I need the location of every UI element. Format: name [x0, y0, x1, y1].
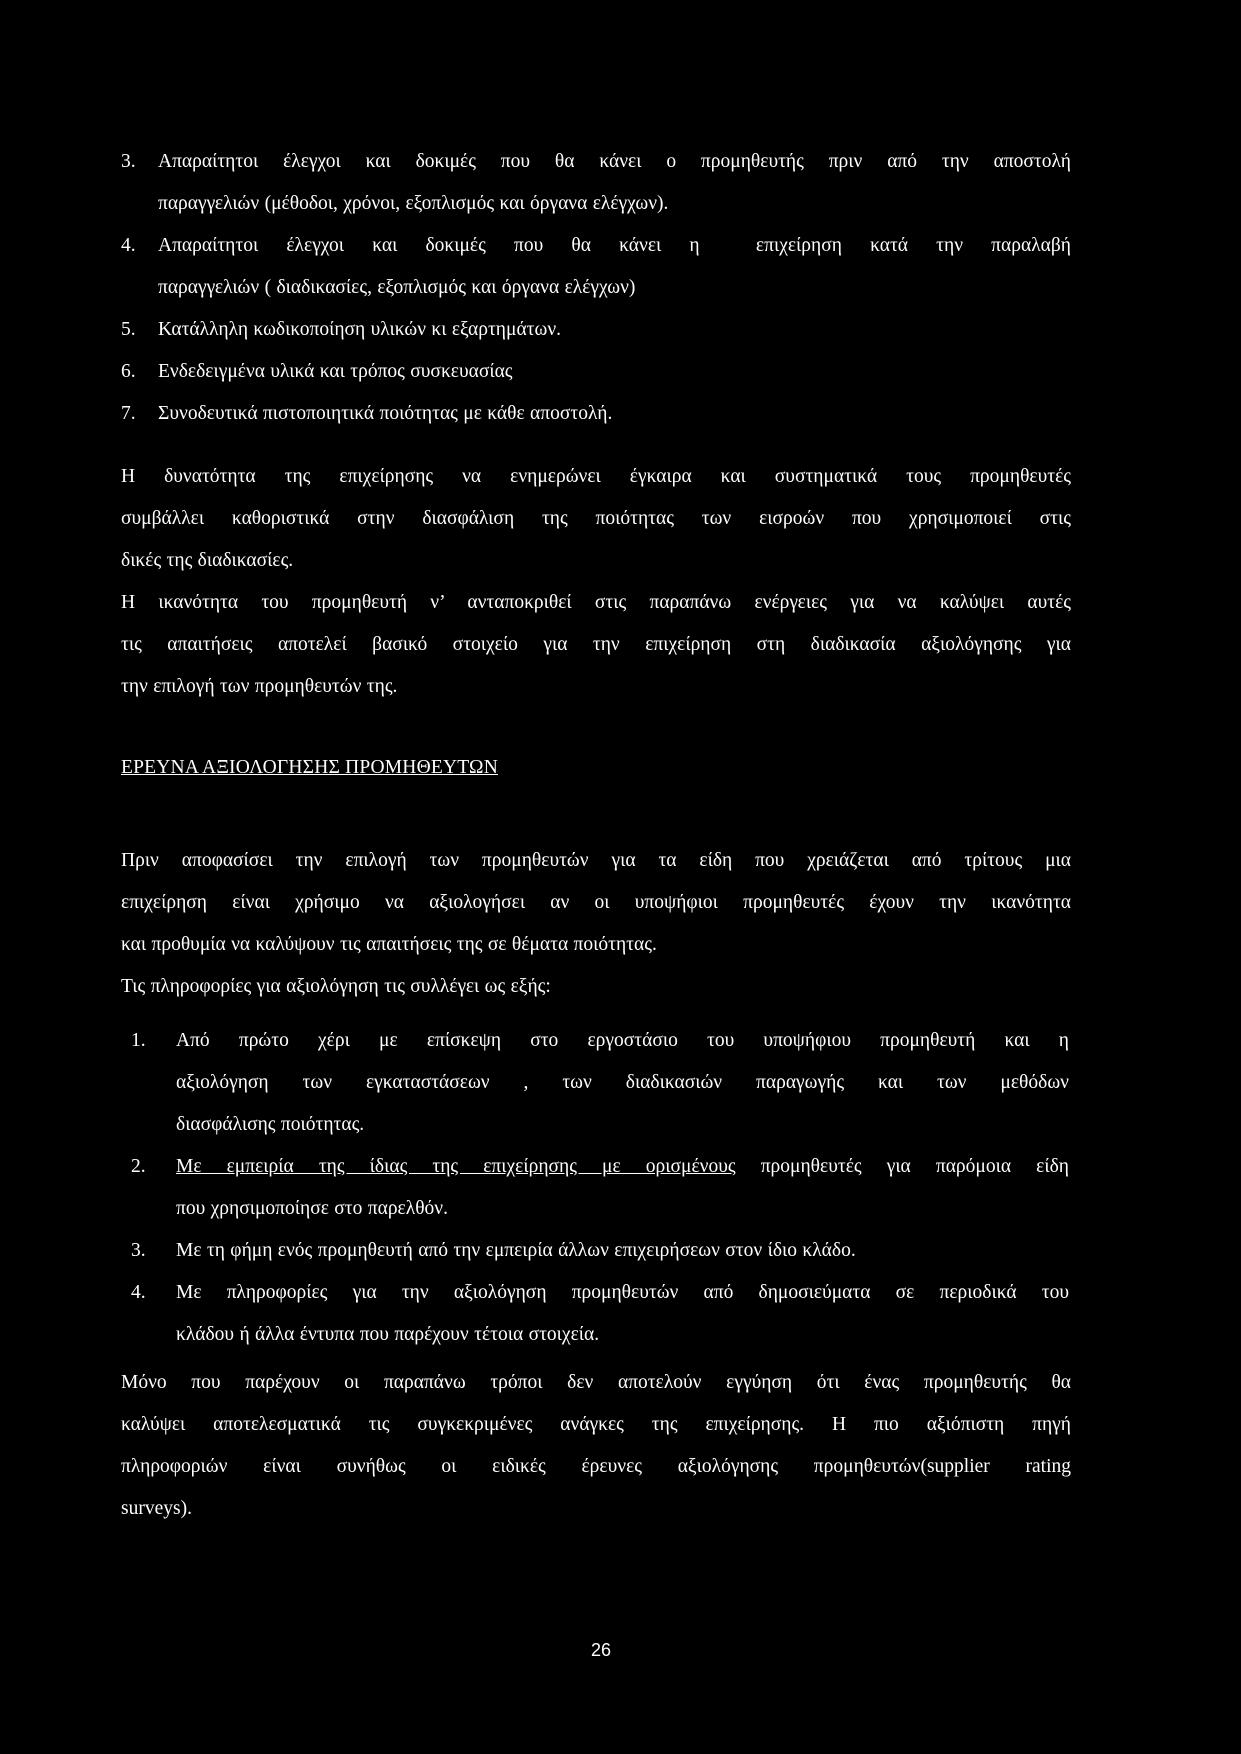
list-item — [121, 141, 1071, 225]
list-item-number: 4. — [131, 1282, 146, 1303]
list-item-number: 1. — [131, 1030, 146, 1051]
list-item-text — [176, 1272, 1069, 1356]
paragraph-line: τις απαιτήσεις αποτελεί βασικό στοιχείο για την επιχείρηση στη διαδικασία αξιολόγησης για — [121, 634, 1071, 655]
list-item-line: Απαραίτητοι έλεγχοι και δοκιμές που θα κάνει ο προμηθευτής πριν από την αποστολή — [158, 151, 1071, 172]
paragraph-communication — [121, 456, 1071, 582]
list-item — [131, 1272, 1069, 1356]
paragraph-line: καλύψει αποτελεσματικά τις συγκεκριμένες ανάγκες της επιχείρησης. Η πιο αξιόπιστη πηγή — [121, 1414, 1071, 1435]
paragraph-line: και προθυμία να καλύψουν τις απαιτήσεις της σε θέματα ποιότητας. — [121, 934, 657, 955]
list-item-text — [158, 141, 1071, 225]
list-item-line: αξιολόγηση των εγκαταστάσεων , των διαδικασιών παραγωγής και των μεθόδων — [176, 1072, 1069, 1093]
list-item — [131, 1146, 1069, 1230]
list-item-text — [158, 393, 1071, 435]
paragraph-line: Η ικανότητα του προμηθευτή ν’ ανταποκριθεί στις παραπάνω ενέργειες για να καλύψει αυτές — [121, 592, 1071, 613]
list-item — [131, 1020, 1069, 1146]
list-item-number: 5. — [121, 319, 136, 340]
list-item-text — [158, 351, 1071, 393]
paragraph-line: Πριν αποφασίσει την επιλογή των προμηθευτών για τα είδη που χρειάζεται από τρίτους μια — [121, 850, 1071, 871]
list-item-line: Ενδεδειγμένα υλικά και τρόπος συσκευασίας — [158, 361, 513, 382]
list-item-line — [176, 1146, 1069, 1188]
paragraph-line: Τις πληροφορίες για αξιολόγηση τις συλλέγει ως εξής: — [121, 976, 551, 997]
list-item-line: παραγγελιών (μέθοδοι, χρόνοι, εξοπλισμός και όργανα ελέγχων). — [158, 193, 669, 214]
list-item-number: 2. — [131, 1156, 146, 1177]
list-item-line: Με τη φήμη ενός προμηθευτή από την εμπειρία άλλων επιχειρήσεων στον ίδιο κλάδο. — [176, 1240, 856, 1261]
list-item-text — [158, 225, 1071, 309]
list-item-number: 3. — [131, 1240, 146, 1261]
list-item-line: διασφάλισης ποιότητας. — [176, 1114, 365, 1135]
list-item-line-rest: προμηθευτές για παρόμοια είδη — [735, 1156, 1069, 1177]
paragraph-line: Η δυνατότητα της επιχείρησης να ενημερώνει έγκαιρα και συστηματικά τους προμηθευτές — [121, 466, 1071, 487]
information-sources-list — [131, 1020, 1069, 1356]
list-item-text — [158, 309, 1071, 351]
list-item-line: παραγγελιών ( διαδικασίες, εξοπλισμός και όργανα ελέγχων) — [158, 277, 636, 298]
list-item — [131, 1230, 1069, 1272]
paragraph-line: συμβάλλει καθοριστικά στην διασφάλιση της ποιότητας των εισροών που χρησιμοποιεί στις — [121, 508, 1071, 529]
list-item-line: Συνοδευτικά πιστοποιητικά ποιότητας με κάθε αποστολή. — [158, 403, 613, 424]
list-item-number: 4. — [121, 235, 136, 256]
paragraph-evaluation-intro — [121, 840, 1071, 1008]
list-item-text — [176, 1020, 1069, 1146]
paragraph-line: επιχείρηση είναι χρήσιμο να αξιολογήσει αν οι υποψήφιοι προμηθευτές έχουν την ικανότητα — [121, 892, 1071, 913]
underlined-text: Με εμπειρία της ίδιας της επιχείρησης με ορισμένους — [176, 1156, 736, 1177]
list-item-line: Απαραίτητοι έλεγχοι και δοκιμές που θα κάνει η επιχείρηση κατά την παραλαβή — [158, 235, 1071, 256]
list-item-line: Κατάλληλη κωδικοποίηση υλικών κι εξαρτημάτων. — [158, 319, 562, 340]
list-item-line: που χρησιμοποίησε στο παρελθόν. — [176, 1198, 448, 1219]
list-item-number: 7. — [121, 403, 136, 424]
paragraph-line: δικές της διαδικασίες. — [121, 550, 294, 571]
list-item — [121, 351, 1071, 393]
list-item-number: 6. — [121, 361, 136, 382]
list-item — [121, 393, 1071, 435]
list-item-text — [176, 1146, 1069, 1230]
page-number: 26 — [590, 1640, 612, 1660]
paragraph-line: πληροφοριών είναι συνήθως οι ειδικές έρευνες αξιολόγησης προμηθευτών(supplier rating — [121, 1456, 1071, 1477]
list-item-number: 3. — [121, 151, 136, 172]
paragraph-conclusion — [121, 1362, 1071, 1530]
list-item-text — [176, 1230, 1069, 1272]
requirements-list — [121, 141, 1071, 435]
paragraph-line: την επιλογή των προμηθευτών της. — [121, 676, 398, 697]
paragraph-supplier-ability — [121, 582, 1071, 708]
paragraph-line: Μόνο που παρέχουν οι παραπάνω τρόποι δεν αποτελούν εγγύηση ότι ένας προμηθευτής θα — [121, 1372, 1071, 1393]
list-item-line: Με πληροφορίες για την αξιολόγηση προμηθευτών από δημοσιεύματα σε περιοδικά του — [176, 1282, 1069, 1303]
section-heading: ΕΡΕΥΝΑ ΑΞΙΟΛΟΓΗΣΗΣ ΠΡΟΜΗΘΕΥΤΩΝ — [121, 757, 498, 778]
list-item-line: Από πρώτο χέρι με επίσκεψη στο εργοστάσιο του υποψήφιου προμηθευτή και η — [176, 1030, 1069, 1051]
list-item — [121, 225, 1071, 309]
list-item — [121, 309, 1071, 351]
paragraph-line: surveys). — [121, 1498, 192, 1519]
list-item-line: κλάδου ή άλλα έντυπα που παρέχουν τέτοια στοιχεία. — [176, 1324, 600, 1345]
